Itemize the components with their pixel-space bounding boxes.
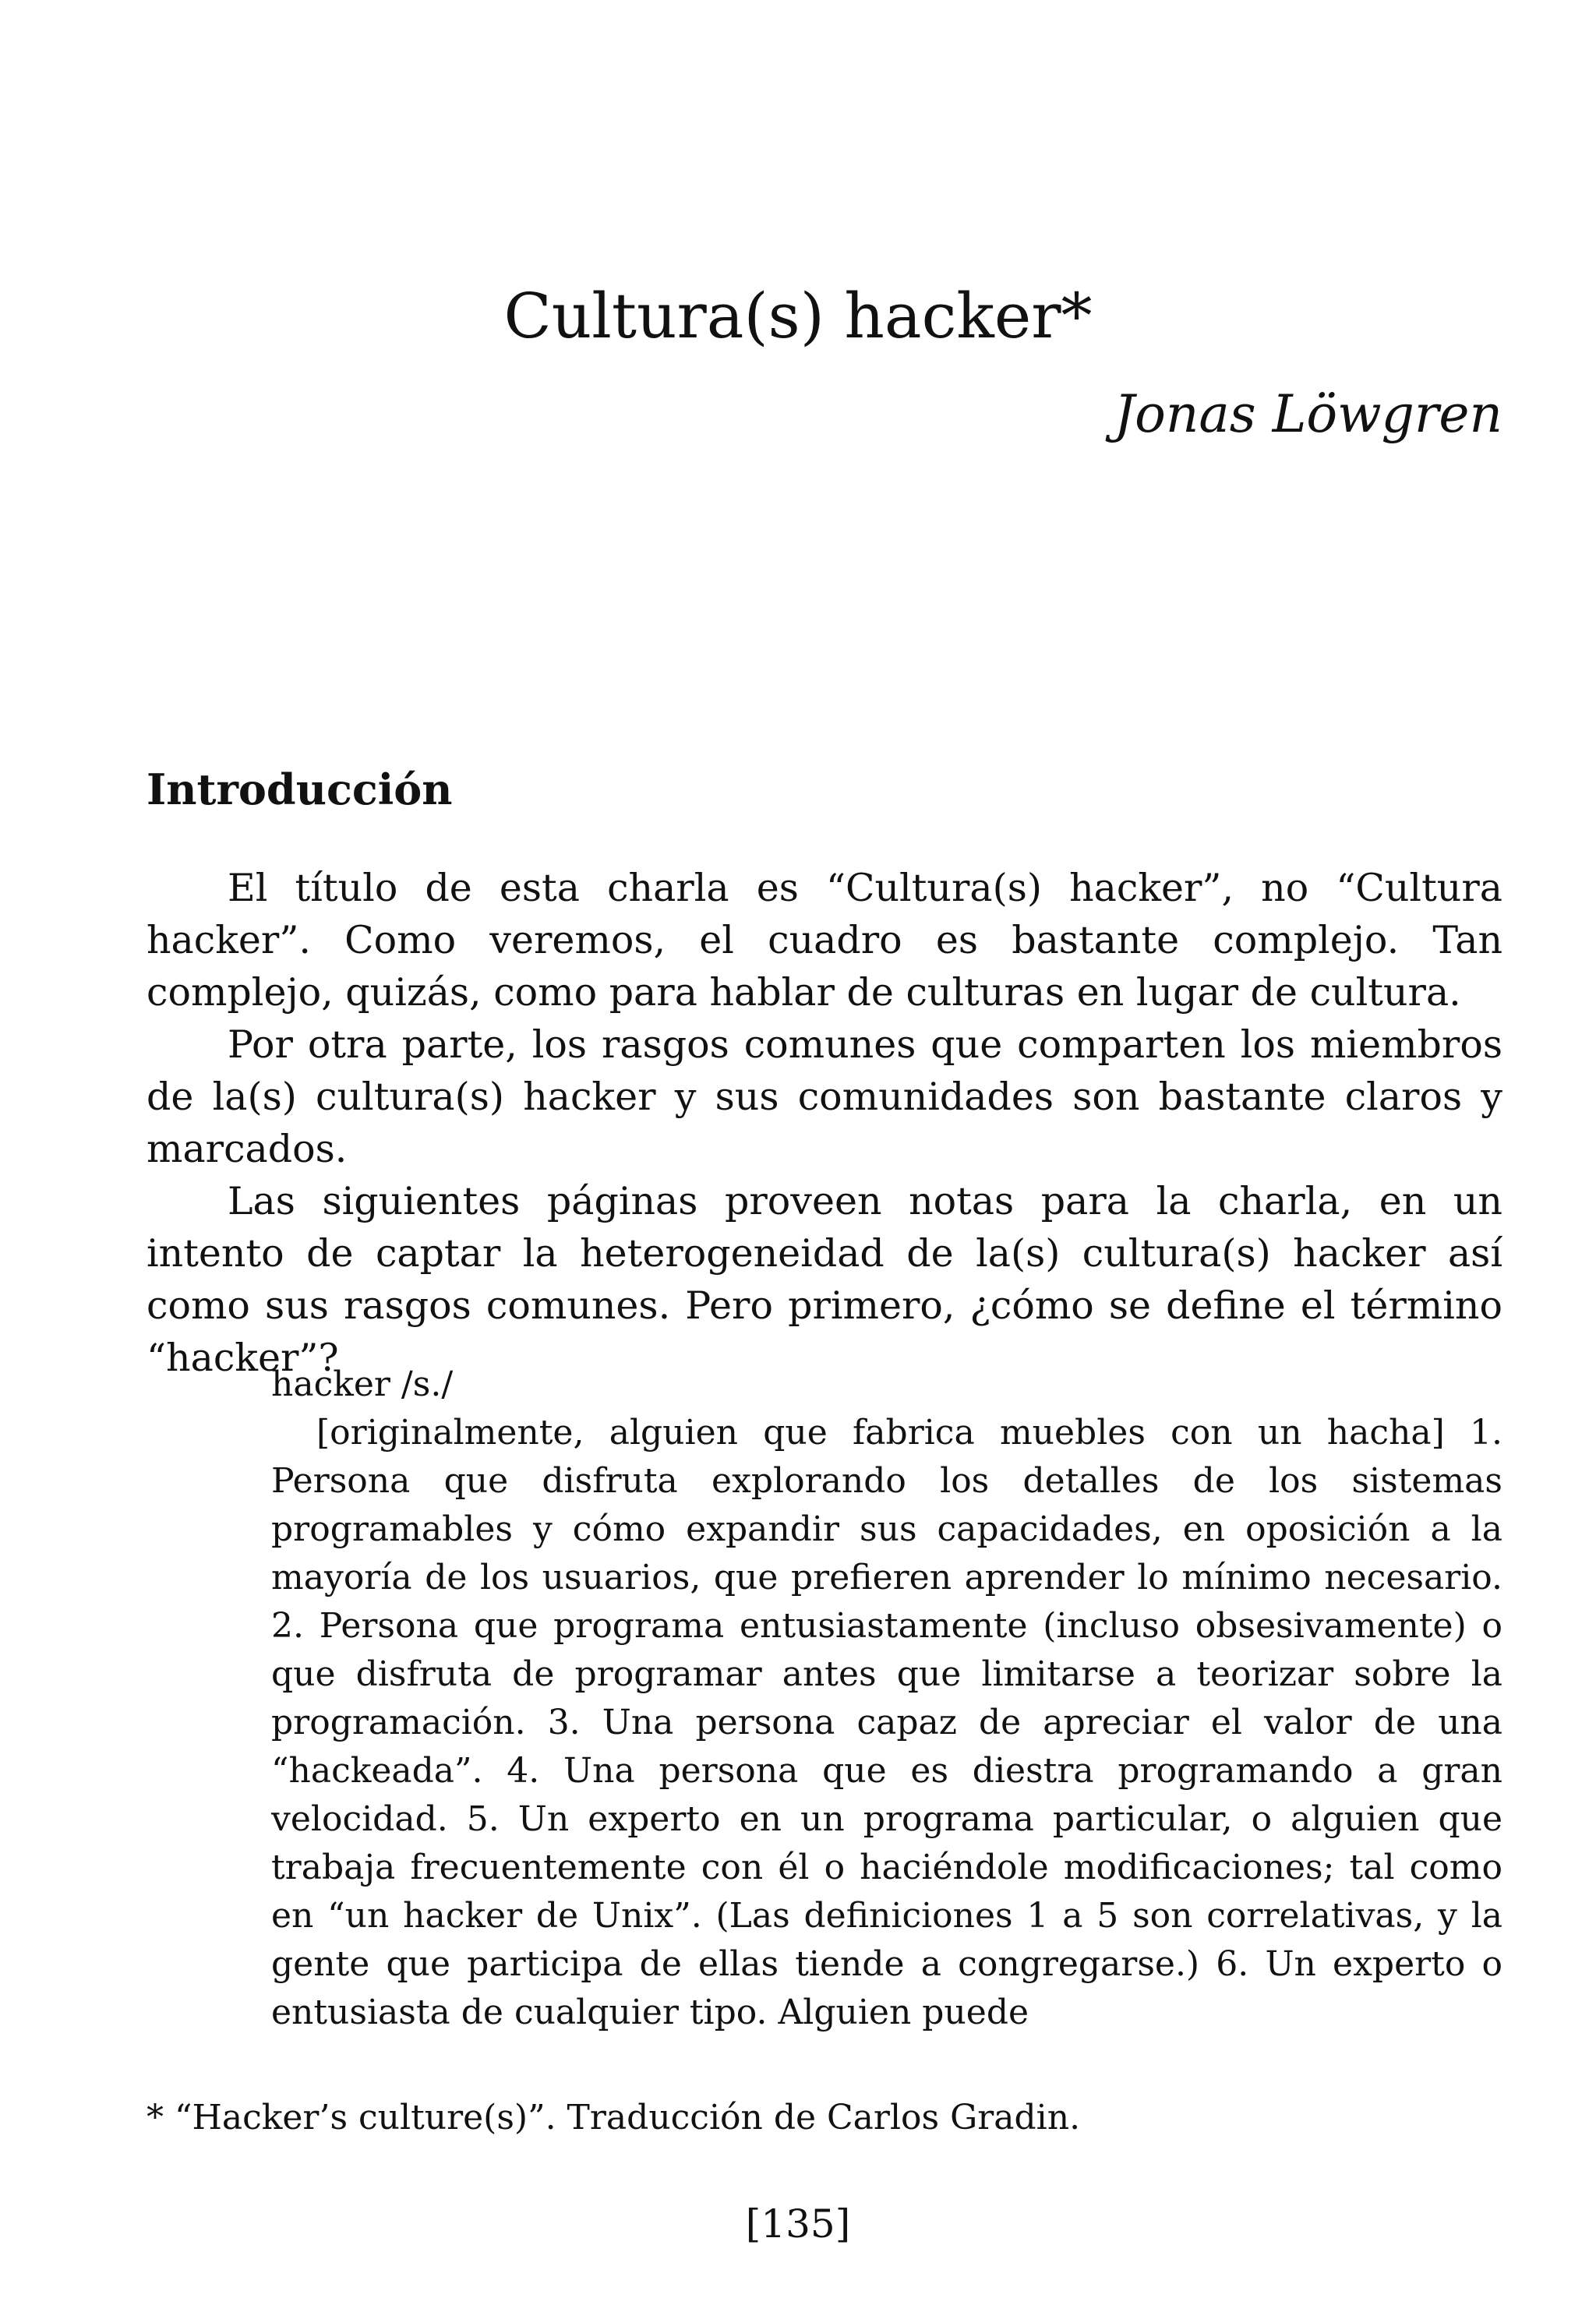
definition-block-quote xyxy=(271,1361,1502,2037)
section-heading: Introducción xyxy=(147,764,453,814)
page-number: [135] xyxy=(745,2201,851,2247)
body-paragraph: Las siguientes páginas proveen notas para la charla, en un intento de captar la heterogeneidad de la(s) cultura(s) hacker así como sus rasgos comunes. Pero primero, ¿cómo se define el término “hacker”? xyxy=(147,1179,1502,1380)
author-name: Jonas Löwgren xyxy=(1114,384,1502,444)
definition-term: hacker /s./ xyxy=(271,1364,454,1404)
page-title: Cultura(s) hacker* xyxy=(503,280,1093,352)
definition-text: [originalmente, alguien que fabrica muebles con un hacha] 1. Persona que disfruta explorando los detalles de los sistemas programables y cómo expandir sus capacidades, en oposición a la mayoría de los usuarios, que prefieren aprender lo mínimo necesario. 2. Persona que programa entusiastamente (incluso obsesivamente) o que disfruta de programar antes que limitarse a teorizar sobre la programación. 3. Una persona capaz de apreciar el valor de una “hackeada”. 4. Una persona que es diestra programando a gran velocidad. 5. Un experto en un programa particular, o alguien que trabaja frecuentemente con él o haciéndole modificaciones; tal como en “un hacker de Unix”. (Las definiciones 1 a 5 son correlativas, y la gente que participa de ellas tiende a congregarse.) 6. Un experto o entusiasta de cualquier tipo. Alguien puede xyxy=(271,1413,1502,2032)
body-paragraph: El título de esta charla es “Cultura(s) hacker”, no “Cultura hacker”. Como veremos, el cuadro es bastante complejo. Tan complejo, quizás, como para hablar de culturas en lugar de cultura. xyxy=(147,866,1502,1015)
body-paragraph: Por otra parte, los rasgos comunes que comparten los miembros de la(s) cultura(s) hacker y sus comunidades son bastante claros y marcados. xyxy=(147,1022,1502,1171)
body-text xyxy=(147,862,1502,1384)
footnote: * “Hacker’s culture(s)”. Traducción de Carlos Gradin. xyxy=(147,2098,1081,2137)
